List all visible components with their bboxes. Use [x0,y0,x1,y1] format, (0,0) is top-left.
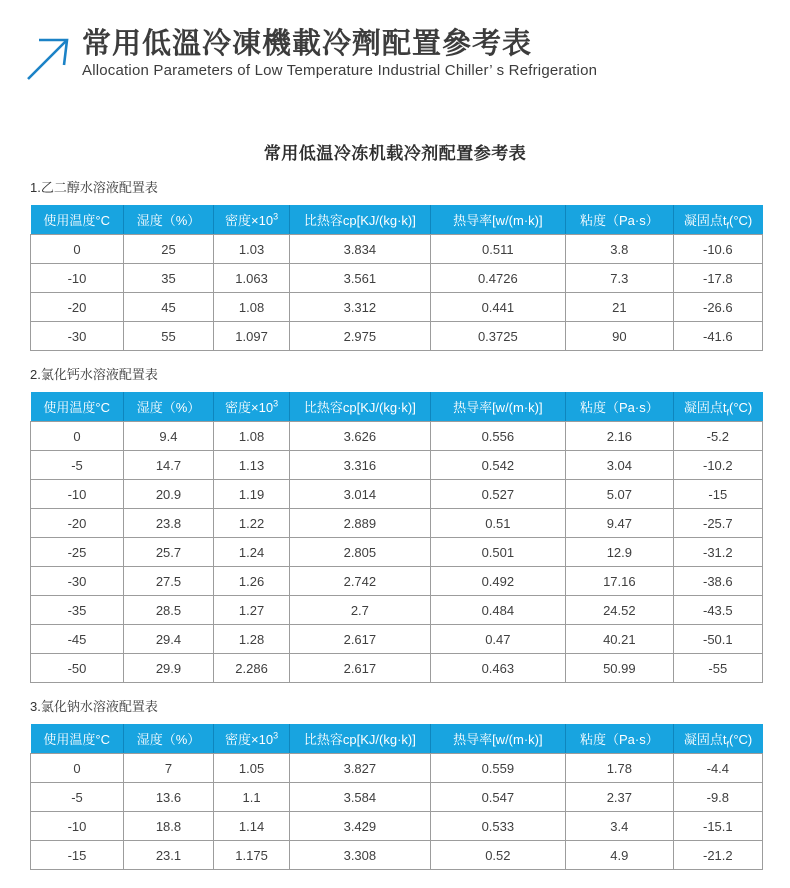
table-cell: -35 [31,596,124,625]
table-cell: 3.316 [290,451,431,480]
table-cell: 45 [123,293,213,322]
table-cell: 25 [123,235,213,264]
data-table [30,392,763,683]
column-header: 使用温度°C [31,205,124,235]
table-cell: 29.4 [123,625,213,654]
section-label: 3.氯化钠水溶液配置表 [30,699,158,714]
column-header: 凝固点$t_f(^\circ C)$ [673,205,762,235]
table-row [31,754,763,783]
table-cell: 1.19 [213,480,289,509]
table-section-3 [30,696,760,870]
table-cell: 0.556 [430,422,565,451]
table-cell: -5.2 [673,422,762,451]
arrow-up-right-icon [24,29,78,83]
table-cell: 0 [31,422,124,451]
table-cell: 1.78 [566,754,674,783]
table-cell: 0 [31,235,124,264]
table-cell: 24.52 [566,596,674,625]
table-cell: -15 [31,841,124,870]
table-cell: 0 [31,754,124,783]
table-cell: 1.097 [213,322,289,351]
table-cell: 0.3725 [430,322,565,351]
table-cell: 17.16 [566,567,674,596]
table-cell: 0.547 [430,783,565,812]
column-header: 湿度（%） [123,205,213,235]
table-cell: 3.626 [290,422,431,451]
table-cell: 5.07 [566,480,674,509]
table-cell: 12.9 [566,538,674,567]
column-header: 比热容cp[KJ/(kg·k)] [290,392,431,422]
table-cell: 21 [566,293,674,322]
column-header: 凝固点$t_f(^\circ C)$ [673,724,762,754]
table-cell: -5 [31,783,124,812]
table-cell: 2.286 [213,654,289,683]
table-cell: -9.8 [673,783,762,812]
table-cell: 3.308 [290,841,431,870]
table-row [31,812,763,841]
table-cell: 3.429 [290,812,431,841]
table-cell: 40.21 [566,625,674,654]
table-row [31,509,763,538]
column-header: 比热容cp[KJ/(kg·k)] [290,205,431,235]
table-cell: 3.827 [290,754,431,783]
table-row [31,293,763,322]
header-row [31,392,763,422]
table-cell: -17.8 [673,264,762,293]
table-cell: 1.27 [213,596,289,625]
table-row [31,451,763,480]
column-header: 热导率[w/(m·k)] [430,205,565,235]
column-header: 密度$\times 10^3$ [213,724,289,754]
table-cell: 27.5 [123,567,213,596]
column-header: 热导率[w/(m·k)] [430,392,565,422]
column-header: 粘度（Pa·s） [566,724,674,754]
table-cell: 2.617 [290,654,431,683]
table-cell: 1.24 [213,538,289,567]
table-cell: 1.063 [213,264,289,293]
column-header: 粘度（Pa·s） [566,205,674,235]
table-cell: 13.6 [123,783,213,812]
table-cell: 3.561 [290,264,431,293]
table-cell: 2.975 [290,322,431,351]
table-cell: 50.99 [566,654,674,683]
header-row [31,724,763,754]
column-header: 使用温度°C [31,392,124,422]
table-cell: -30 [31,322,124,351]
table-cell: -15 [673,480,762,509]
table-cell: -26.6 [673,293,762,322]
table-cell: -10 [31,264,124,293]
table-row [31,322,763,351]
column-header: 热导率[w/(m·k)] [430,724,565,754]
header-row [31,205,763,235]
table-cell: 0.463 [430,654,565,683]
table-cell: 1.14 [213,812,289,841]
header-text-block [82,27,597,79]
table-cell: 2.16 [566,422,674,451]
table-row [31,654,763,683]
table-cell: 18.8 [123,812,213,841]
table-cell: 1.08 [213,422,289,451]
table-cell: 3.8 [566,235,674,264]
table-cell: 35 [123,264,213,293]
table-cell: -38.6 [673,567,762,596]
tables-section [30,177,760,870]
table-cell: 28.5 [123,596,213,625]
table-cell: 4.9 [566,841,674,870]
table-cell: -10 [31,812,124,841]
table-cell: 1.28 [213,625,289,654]
table-cell: 2.805 [290,538,431,567]
table-cell: -41.6 [673,322,762,351]
table-row [31,596,763,625]
table-cell: 1.05 [213,754,289,783]
table-cell: 3.014 [290,480,431,509]
table-cell: -10 [31,480,124,509]
table-cell: 2.617 [290,625,431,654]
table-cell: 9.47 [566,509,674,538]
table-row [31,625,763,654]
table-cell: 1.03 [213,235,289,264]
table-cell: -15.1 [673,812,762,841]
table-cell: 0.52 [430,841,565,870]
table-cell: 0.492 [430,567,565,596]
column-header: 湿度（%） [123,392,213,422]
table-cell: -55 [673,654,762,683]
table-row [31,841,763,870]
table-cell: -20 [31,509,124,538]
section-label: 2.氯化钙水溶液配置表 [30,367,158,382]
table-cell: 0.4726 [430,264,565,293]
table-cell: 0.511 [430,235,565,264]
table-cell: -5 [31,451,124,480]
table-cell: 3.04 [566,451,674,480]
table-cell: -30 [31,567,124,596]
table-cell: 23.1 [123,841,213,870]
table-cell: -4.4 [673,754,762,783]
data-table [30,205,763,351]
table-cell: 0.533 [430,812,565,841]
column-header: 湿度（%） [123,724,213,754]
table-cell: 1.26 [213,567,289,596]
table-row [31,567,763,596]
page-title: 常用低溫冷凍機載冷劑配置參考表 [82,28,533,60]
table-cell: -43.5 [673,596,762,625]
table-section-1 [30,177,760,351]
table-cell: 25.7 [123,538,213,567]
table-cell: 1.1 [213,783,289,812]
column-header: 粘度（Pa·s） [566,392,674,422]
table-cell: -10.6 [673,235,762,264]
table-cell: 3.834 [290,235,431,264]
table-cell: -25.7 [673,509,762,538]
table-cell: 2.37 [566,783,674,812]
table-cell: 0.484 [430,596,565,625]
table-cell: 0.559 [430,754,565,783]
table-row [31,480,763,509]
table-cell: 55 [123,322,213,351]
table-section-2 [30,364,760,683]
table-cell: 0.542 [430,451,565,480]
table-cell: 3.4 [566,812,674,841]
table-row [31,422,763,451]
table-cell: 3.584 [290,783,431,812]
column-header: 比热容cp[KJ/(kg·k)] [290,724,431,754]
table-cell: -31.2 [673,538,762,567]
table-row [31,538,763,567]
column-header: 密度$\times 10^3$ [213,205,289,235]
table-cell: 7 [123,754,213,783]
table-cell: 20.9 [123,480,213,509]
table-cell: 0.51 [430,509,565,538]
doc-title: 常用低温冷冻机载冷剂配置参考表 [263,144,527,163]
table-cell: 2.7 [290,596,431,625]
data-table [30,724,763,870]
table-cell: -50 [31,654,124,683]
column-header: 密度$\times 10^3$ [213,392,289,422]
table-cell: -10.2 [673,451,762,480]
table-cell: 1.175 [213,841,289,870]
table-cell: 90 [566,322,674,351]
table-cell: 0.501 [430,538,565,567]
table-cell: -20 [31,293,124,322]
column-header: 使用温度°C [31,724,124,754]
table-cell: -50.1 [673,625,762,654]
table-row [31,264,763,293]
table-row [31,783,763,812]
table-cell: 29.9 [123,654,213,683]
table-cell: -25 [31,538,124,567]
table-cell: 14.7 [123,451,213,480]
table-cell: 2.889 [290,509,431,538]
table-cell: 7.3 [566,264,674,293]
table-cell: 3.312 [290,293,431,322]
table-cell: 1.08 [213,293,289,322]
table-cell: 23.8 [123,509,213,538]
page-subtitle: Allocation Parameters of Low Temperature Industrial Chiller’ s Refrigeration [82,62,598,79]
table-cell: -45 [31,625,124,654]
table-cell: 2.742 [290,567,431,596]
section-label: 1.乙二醇水溶液配置表 [30,180,158,195]
table-cell: 0.441 [430,293,565,322]
table-cell: 1.13 [213,451,289,480]
column-header: 凝固点$t_f(^\circ C)$ [673,392,762,422]
table-row [31,235,763,264]
table-cell: 0.527 [430,480,565,509]
doc-header [24,27,790,83]
table-cell: -21.2 [673,841,762,870]
table-cell: 1.22 [213,509,289,538]
table-cell: 0.47 [430,625,565,654]
table-cell: 9.4 [123,422,213,451]
